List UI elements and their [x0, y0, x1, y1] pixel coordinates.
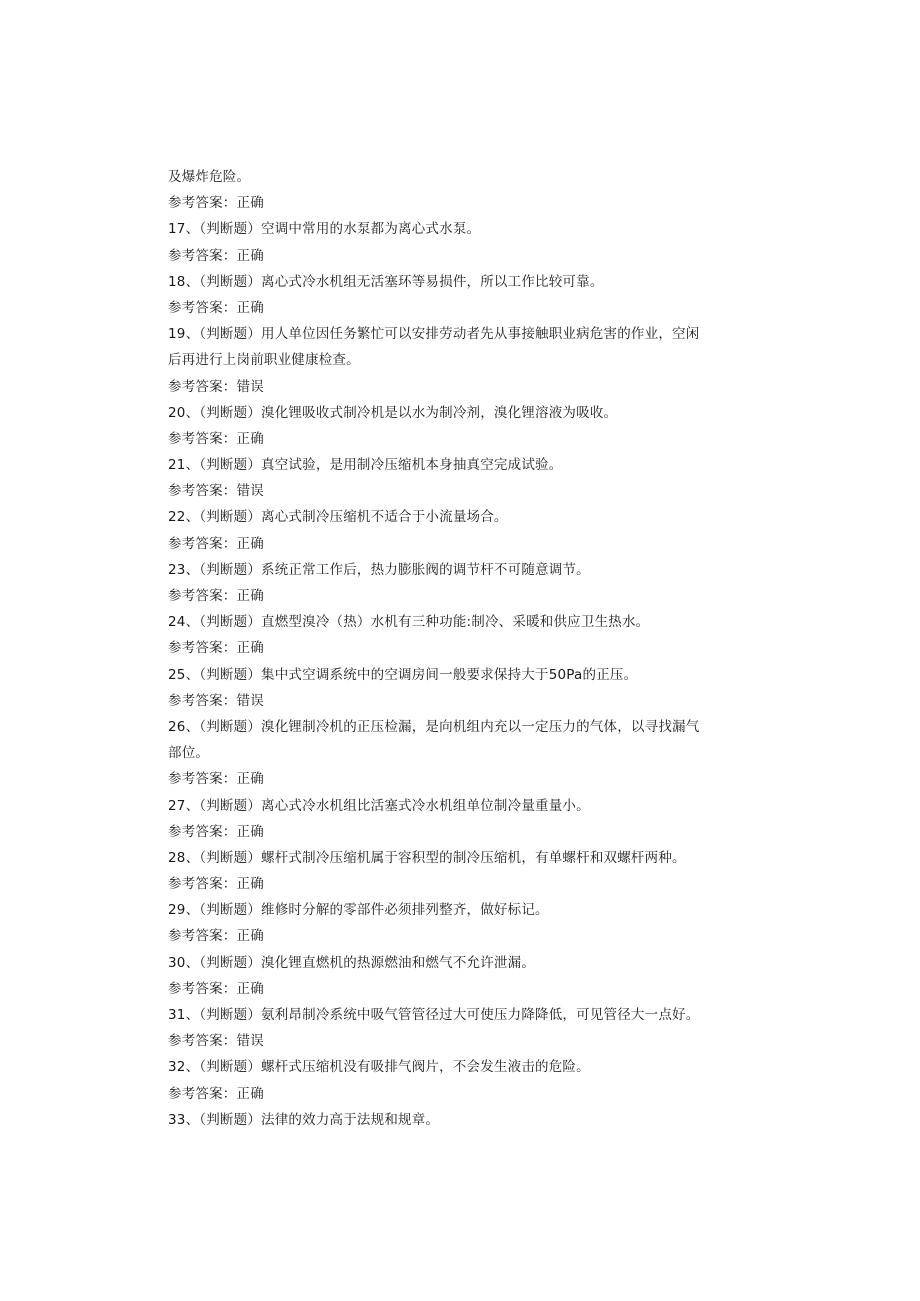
answer-line: 参考答案：正确	[168, 640, 264, 657]
answer-line: 参考答案：正确	[168, 928, 264, 945]
question-line: 30、（判断题）溴化锂直燃机的热源燃油和燃气不允许泄漏。	[168, 954, 536, 971]
question-line: 23、（判断题）系统正常工作后，热力膨胀阀的调节杆不可随意调节。	[168, 561, 590, 578]
answer-line: 参考答案：错误	[168, 483, 264, 500]
question-line: 31、（判断题）氨利昂制冷系统中吸气管管径过大可使压力降降低，可见管径大一点好。	[168, 1007, 700, 1023]
question-line: 19、（判断题）用人单位因任务繁忙可以安排劳动者先从事接触职业病危害的作业，空闲	[168, 326, 700, 343]
answer-line: 参考答案：正确	[168, 823, 264, 840]
question-line: 22、（判断题）离心式制冷压缩机不适合于小流量场合。	[168, 509, 508, 526]
question-line-continued: 后再进行上岗前职业健康检查。	[168, 352, 360, 369]
question-line: 24、（判断题）直燃型溴冷（热）水机有三种功能:制冷、采暖和供应卫生热水。	[168, 614, 650, 631]
answer-line: 参考答案：正确	[168, 771, 264, 788]
text-line: 及爆炸危险。	[168, 169, 251, 185]
question-line: 29、（判断题）维修时分解的零部件必须排列整齐，做好标记。	[168, 902, 549, 919]
question-line: 33、（判断题）法律的效力高于法规和规章。	[168, 1111, 440, 1128]
answer-line: 参考答案：错误	[168, 1033, 264, 1050]
question-line-continued: 部位。	[168, 745, 210, 762]
question-line: 20、（判断题）溴化锂吸收式制冷机是以水为制冷剂，溴化锂溶液为吸收。	[168, 404, 618, 421]
answer-line: 参考答案：正确	[168, 876, 264, 893]
question-line: 21、（判断题）真空试验，是用制冷压缩机本身抽真空完成试验。	[168, 457, 563, 474]
question-line: 28、（判断题）螺杆式制冷压缩机属于容积型的制冷压缩机，有单螺杆和双螺杆两种。	[168, 849, 686, 866]
answer-line: 参考答案：正确	[168, 1085, 264, 1102]
answer-line: 参考答案：正确	[168, 247, 264, 264]
question-line: 18、（判断题）离心式冷水机组无活塞环等易损件，所以工作比较可靠。	[168, 273, 604, 290]
question-line: 26、（判断题）溴化锂制冷机的正压检漏，是向机组内充以一定压力的气体，以寻找漏气	[168, 718, 700, 735]
question-line: 32、（判断题）螺杆式压缩机没有吸排气阀片，不会发生液击的危险。	[168, 1059, 590, 1076]
answer-line: 参考答案：正确	[168, 588, 264, 604]
answer-line: 参考答案：正确	[168, 195, 264, 212]
answer-line: 参考答案：错误	[168, 692, 264, 709]
document-page	[168, 164, 768, 1133]
answer-line: 参考答案：正确	[168, 299, 264, 316]
answer-line: 参考答案：正确	[168, 430, 264, 447]
answer-line: 参考答案：错误	[168, 378, 264, 395]
question-line: 25、（判断题）集中式空调系统中的空调房间一般要求保持大于50Pa的正压。	[168, 666, 638, 683]
question-line: 17、（判断题）空调中常用的水泵都为离心式水泵。	[168, 221, 481, 238]
answer-line: 参考答案：正确	[168, 535, 264, 552]
question-line: 27、（判断题）离心式冷水机组比活塞式冷水机组单位制冷量重量小。	[168, 797, 590, 814]
answer-line: 参考答案：正确	[168, 980, 264, 997]
